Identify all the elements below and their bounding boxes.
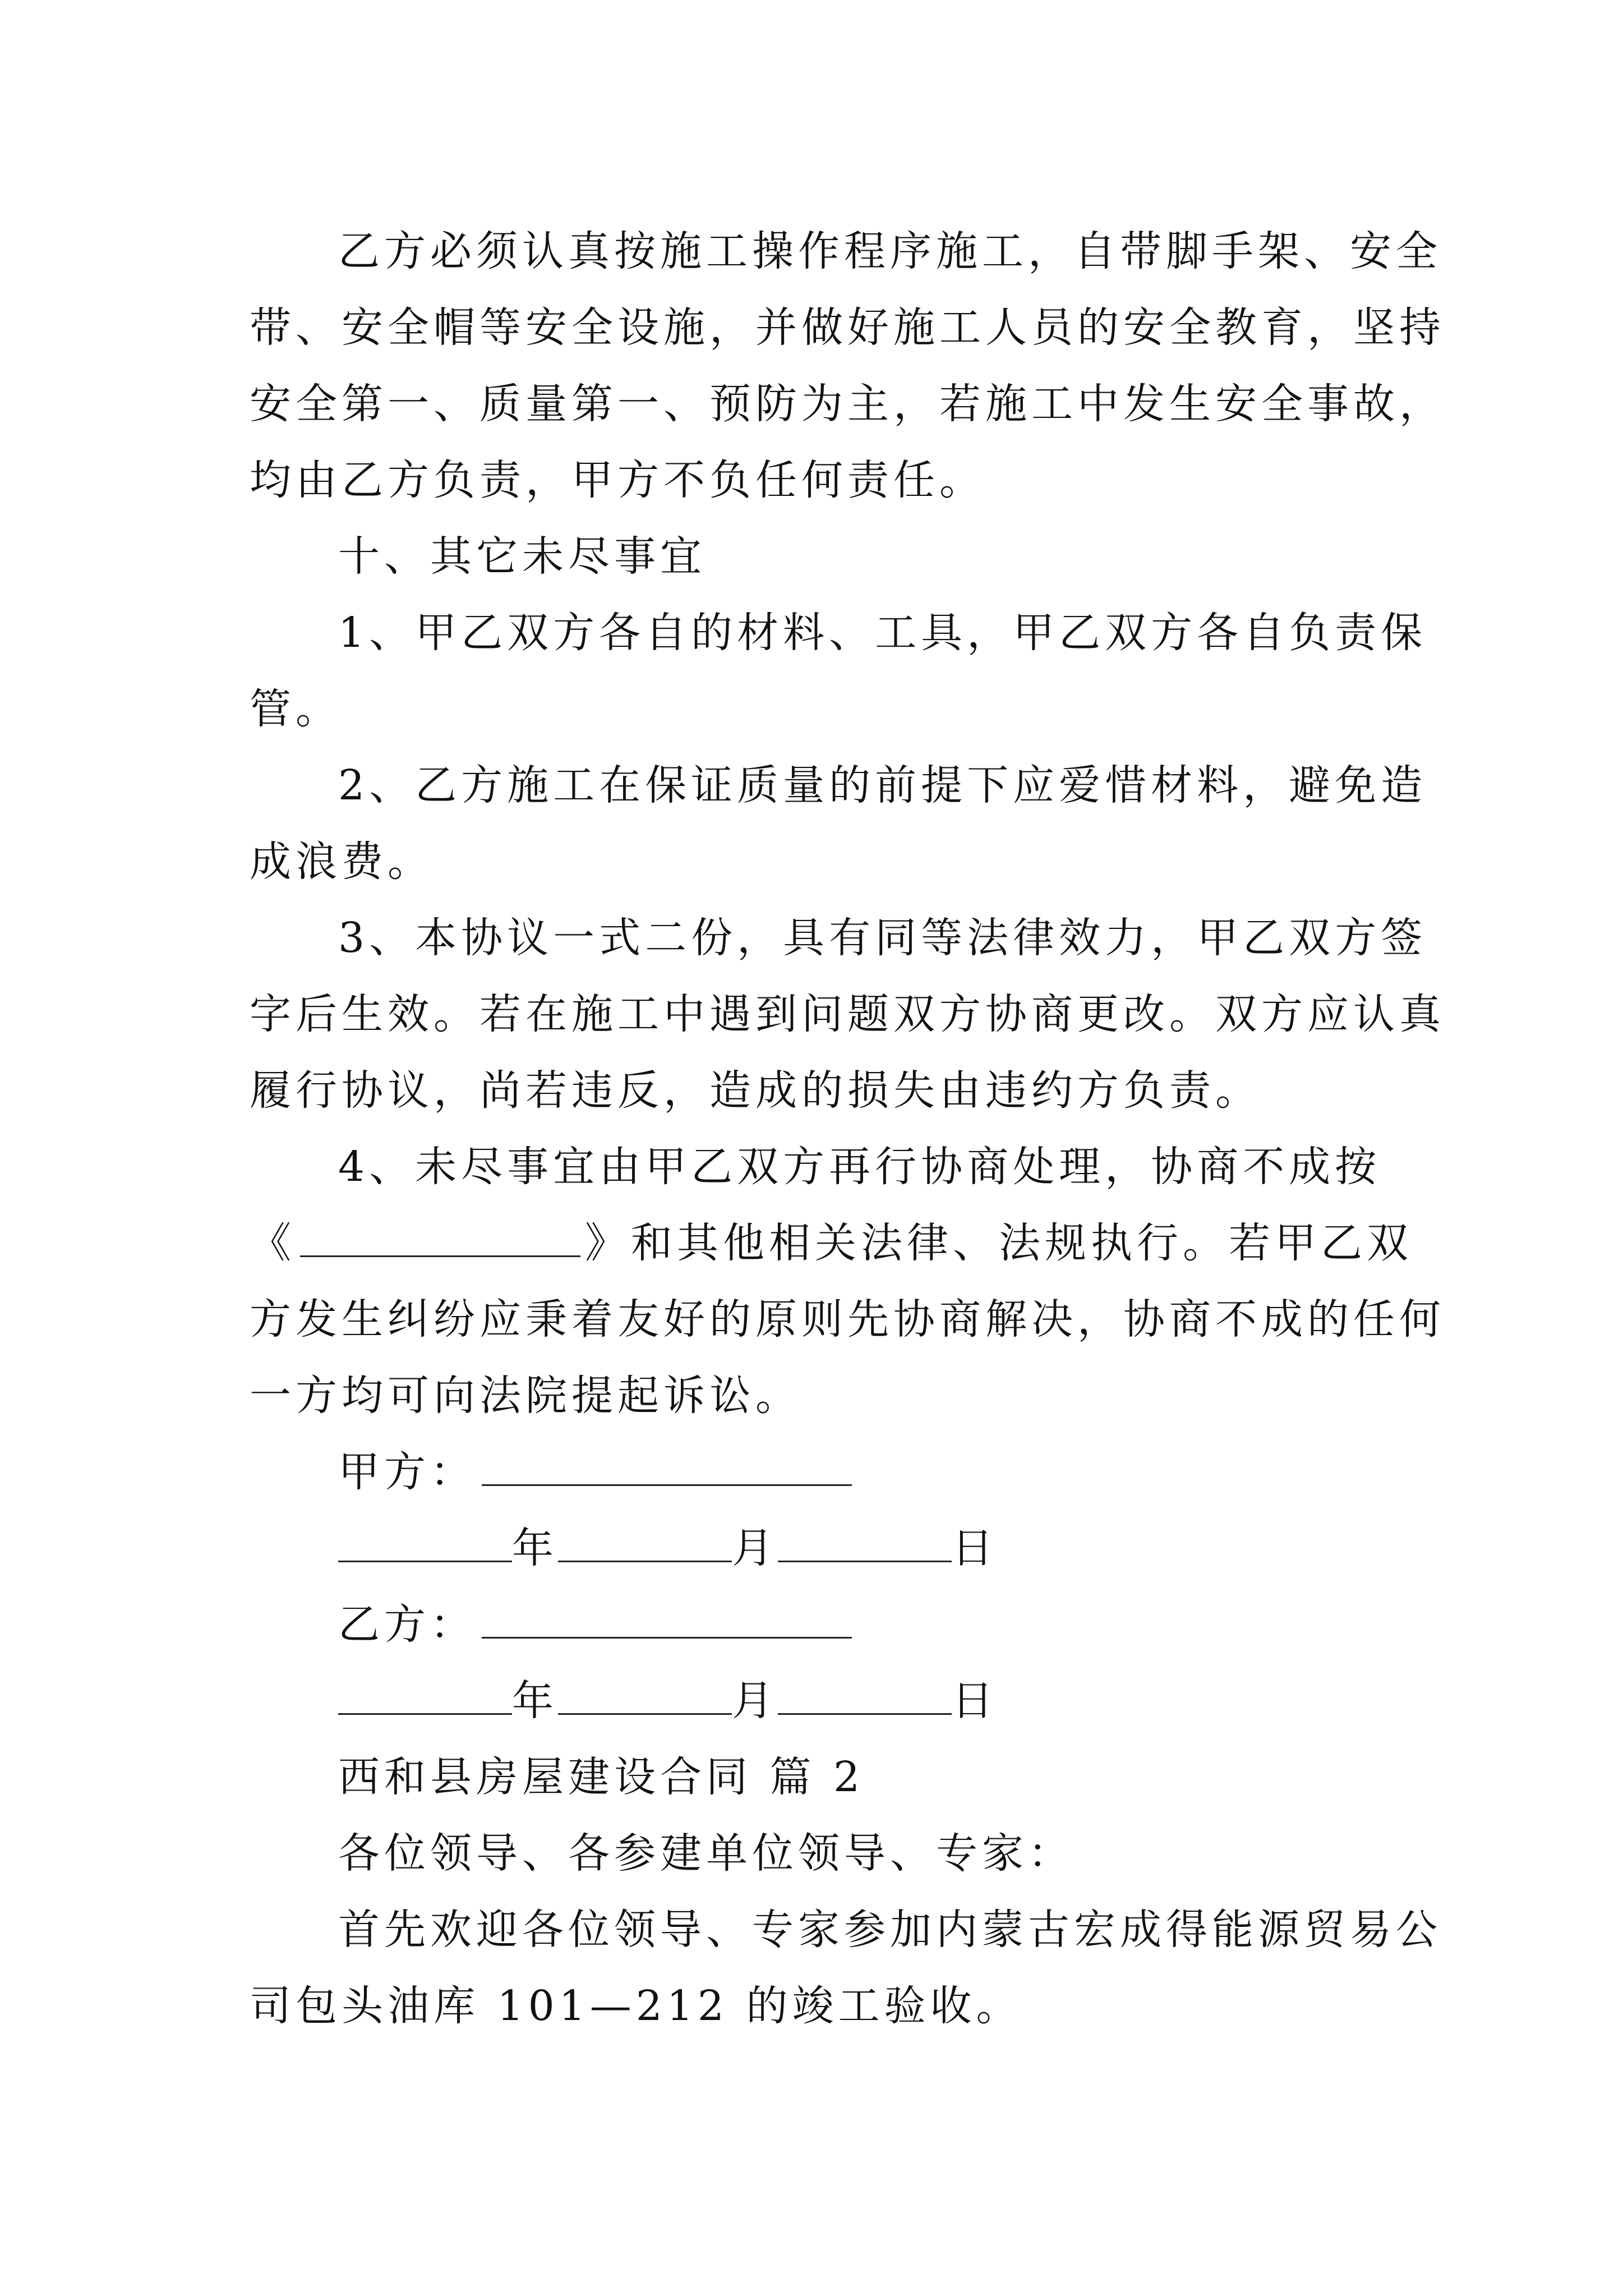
party-a-date-line: [250, 1510, 1388, 1586]
party-b-date-line: [250, 1663, 1388, 1739]
month-label: 月: [732, 1677, 778, 1725]
paragraph-safety-line-1: 乙方必须认真按施工操作程序施工，自带脚手架、安全: [338, 227, 1442, 275]
day-label: 日: [952, 1524, 998, 1572]
book-title-open-mark: 《: [250, 1219, 296, 1267]
item-3-line-3: 履行协议，尚若违反，造成的损失由违约方负责。: [250, 1066, 1261, 1115]
document-body: [250, 213, 1445, 2044]
party-b-month-blank: [558, 1681, 732, 1715]
item-1-line-2: 管。: [250, 685, 342, 733]
greeting-line: 各位领导、各参建单位领导、专家：: [338, 1829, 1074, 1878]
party-a-month-blank: [558, 1528, 732, 1562]
paragraph-safety-line-4: 均由乙方负责，甲方不负任何责任。: [250, 456, 985, 504]
item-4-line-3: 方发生纠纷应秉着友好的原则先协商解决，协商不成的任何: [250, 1295, 1445, 1343]
paragraph-safety-line-3: 安全第一、质量第一、预防为主，若施工中发生安全事故，: [250, 380, 1445, 428]
item-4-line-2: [250, 1205, 1413, 1281]
party-b-day-blank: [778, 1681, 952, 1715]
party-a-day-blank: [778, 1528, 952, 1562]
party-b-year-blank: [338, 1681, 512, 1715]
party-b-signature-blank: [482, 1604, 852, 1639]
law-name-blank: [300, 1223, 580, 1257]
piece-2-title: 西和县房屋建设合同 篇 2: [338, 1753, 865, 1801]
item-3-line-1: 3、本协议一式二份，具有同等法律效力，甲乙双方签: [338, 914, 1427, 962]
party-a-label: 甲方：: [338, 1448, 476, 1496]
paragraph-safety-line-2: 带、安全帽等安全设施，并做好施工人员的安全教育，坚持: [250, 303, 1445, 352]
month-label: 月: [732, 1524, 778, 1572]
welcome-line-1: 首先欢迎各位领导、专家参加内蒙古宏成得能源贸易公: [338, 1906, 1442, 1954]
item-4-line-1: 4、未尽事宜由甲乙双方再行协商处理，协商不成按: [338, 1143, 1381, 1191]
welcome-line-2: 司包头油库 101—212 的竣工验收。: [250, 1982, 1022, 2030]
year-label: 年: [512, 1677, 558, 1725]
section-10-heading: 十、其它未尽事宜: [338, 532, 706, 581]
party-a-signature-line: [250, 1434, 1388, 1510]
day-label: 日: [952, 1677, 998, 1725]
party-a-signature-blank: [482, 1452, 852, 1486]
party-b-signature-line: [250, 1586, 1388, 1663]
item-4-line-4: 一方均可向法院提起诉讼。: [250, 1372, 801, 1420]
item-1-line-1: 1、甲乙双方各自的材料、工具，甲乙双方各自负责保: [338, 609, 1427, 657]
party-b-label: 乙方：: [338, 1600, 476, 1649]
item-2-line-2: 成浪费。: [250, 838, 434, 886]
party-a-year-blank: [338, 1528, 512, 1562]
item-4-line-2-text: 》和其他相关法律、法规执行。若甲乙双: [585, 1219, 1413, 1267]
item-2-line-1: 2、乙方施工在保证质量的前提下应爱惜材料，避免造: [338, 761, 1427, 809]
item-3-line-2: 字后生效。若在施工中遇到问题双方协商更改。双方应认真: [250, 990, 1445, 1038]
year-label: 年: [512, 1524, 558, 1572]
